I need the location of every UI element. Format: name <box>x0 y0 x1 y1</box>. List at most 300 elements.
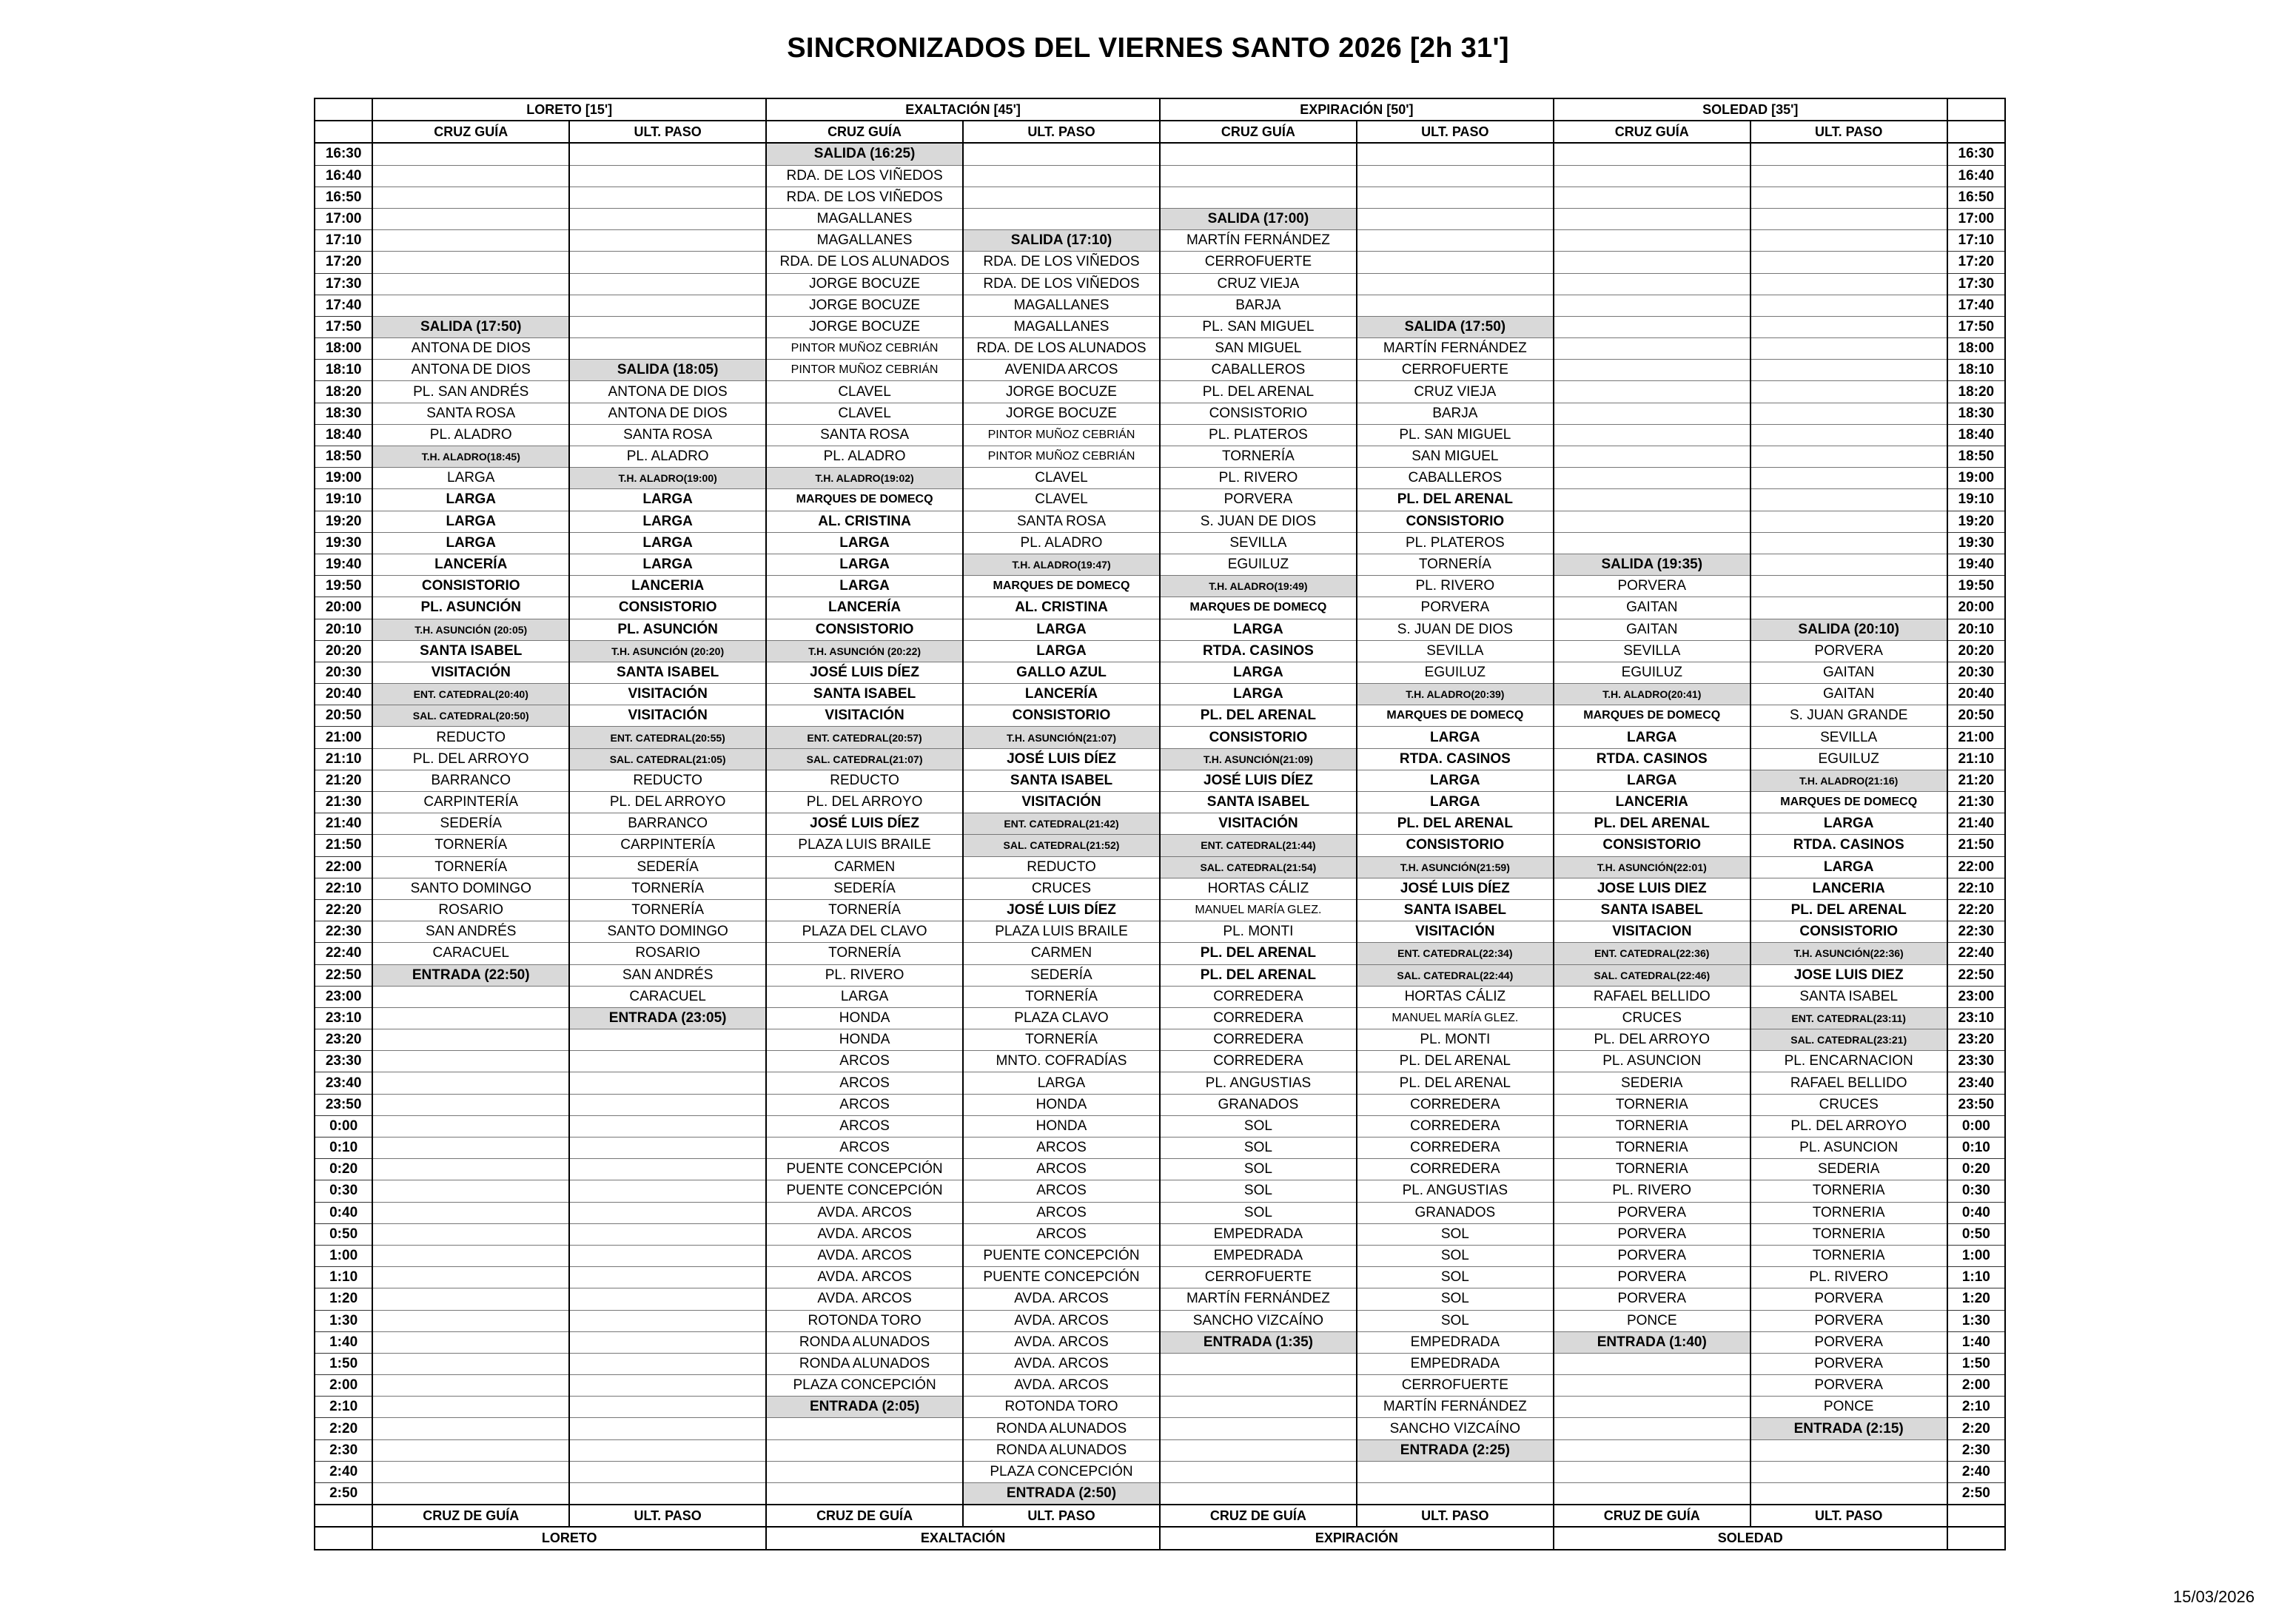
schedule-cell <box>569 1418 766 1439</box>
schedule-cell: LARGA <box>766 986 963 1007</box>
schedule-cell: SEVILLA <box>1554 640 1750 662</box>
schedule-cell <box>1554 316 1750 337</box>
schedule-cell: MARTÍN FERNÁNDEZ <box>1357 1397 1554 1418</box>
schedule-cell: ENTRADA (23:05) <box>569 1007 766 1029</box>
schedule-cell <box>1357 273 1554 295</box>
schedule-cell: AL. CRISTINA <box>766 511 963 532</box>
schedule-cell: EMPEDRADA <box>1357 1331 1554 1353</box>
schedule-cell: RTDA. CASINOS <box>1554 748 1750 770</box>
schedule-cell: CARMEN <box>963 943 1160 964</box>
schedule-cell: PORVERA <box>1554 1245 1750 1266</box>
time-cell-left: 22:30 <box>315 921 372 943</box>
table-row <box>315 943 2005 964</box>
schedule-cell: LARGA <box>569 489 766 511</box>
schedule-cell: HONDA <box>963 1094 1160 1115</box>
schedule-cell: TORNERÍA <box>766 899 963 921</box>
sub-header: ULT. PASO <box>569 121 766 143</box>
schedule-cell: PORVERA <box>1554 1267 1750 1288</box>
time-cell-right: 17:30 <box>1947 273 2005 295</box>
time-cell-left: 21:50 <box>315 835 372 856</box>
schedule-cell <box>569 230 766 252</box>
schedule-cell: PL. SAN ANDRÉS <box>372 381 569 403</box>
table-row <box>315 1223 2005 1245</box>
schedule-cell <box>569 1483 766 1505</box>
schedule-cell: JOSÉ LUIS DÍEZ <box>1357 878 1554 899</box>
schedule-cell <box>1750 403 1947 424</box>
schedule-cell: SANTA ISABEL <box>1554 899 1750 921</box>
schedule-cell: PORVERA <box>1357 597 1554 619</box>
schedule-cell <box>1554 1461 1750 1482</box>
time-cell-left: 20:40 <box>315 684 372 705</box>
schedule-cell: PINTOR MUÑOZ CEBRIÁN <box>963 424 1160 446</box>
schedule-cell: TORNERÍA <box>569 878 766 899</box>
schedule-cell: TORNERÍA <box>963 986 1160 1007</box>
schedule-cell: CERROFUERTE <box>1160 1267 1357 1288</box>
schedule-cell: PL. RIVERO <box>1554 1180 1750 1202</box>
schedule-cell: PL. ASUNCION <box>1554 1051 1750 1072</box>
schedule-cell: CORREDERA <box>1357 1138 1554 1159</box>
schedule-cell: LARGA <box>569 511 766 532</box>
schedule-cell <box>1750 381 1947 403</box>
schedule-cell: CRUZ VIEJA <box>1357 381 1554 403</box>
schedule-cell: T.H. ASUNCIÓN (20:22) <box>766 640 963 662</box>
schedule-cell: ARCOS <box>766 1072 963 1094</box>
schedule-cell: PL. ANGUSTIAS <box>1160 1072 1357 1094</box>
schedule-cell: PLAZA LUIS BRAILE <box>766 835 963 856</box>
schedule-cell <box>569 1353 766 1374</box>
schedule-cell: TORNERIA <box>1750 1245 1947 1266</box>
table-row <box>315 316 2005 337</box>
schedule-cell <box>1554 230 1750 252</box>
schedule-cell: EMPEDRADA <box>1160 1245 1357 1266</box>
schedule-cell <box>372 1159 569 1180</box>
table-row <box>315 230 2005 252</box>
schedule-cell <box>766 1439 963 1461</box>
table-row <box>315 1094 2005 1115</box>
table-row <box>315 1375 2005 1397</box>
schedule-cell: PINTOR MUÑOZ CEBRIÁN <box>963 446 1160 468</box>
schedule-cell: ARCOS <box>963 1180 1160 1202</box>
schedule-cell <box>372 1180 569 1202</box>
schedule-cell: ENT. CATEDRAL(22:36) <box>1554 943 1750 964</box>
table-row <box>315 986 2005 1007</box>
time-cell-left: 17:00 <box>315 208 372 229</box>
schedule-cell: ENTRADA (2:15) <box>1750 1418 1947 1439</box>
schedule-cell: PL. RIVERO <box>766 964 963 986</box>
schedule-cell: CRUCES <box>963 878 1160 899</box>
schedule-cell: SOL <box>1357 1267 1554 1288</box>
table-row <box>315 468 2005 489</box>
schedule-cell: LARGA <box>1554 727 1750 748</box>
schedule-cell: CLAVEL <box>963 468 1160 489</box>
schedule-cell <box>372 1310 569 1331</box>
schedule-cell: MARQUES DE DOMECQ <box>1357 705 1554 727</box>
schedule-cell: TORNERÍA <box>963 1029 1160 1051</box>
page-title: SINCRONIZADOS DEL VIERNES SANTO 2026 [2h 31'] <box>787 33 1509 64</box>
schedule-cell: CONSISTORIO <box>766 619 963 640</box>
schedule-cell <box>766 1483 963 1505</box>
bottom-sub-header: ULT. PASO <box>1750 1505 1947 1527</box>
schedule-cell: CLAVEL <box>766 381 963 403</box>
schedule-cell: CRUCES <box>1554 1007 1750 1029</box>
schedule-cell <box>569 1094 766 1115</box>
schedule-cell: S. JUAN DE DIOS <box>1357 619 1554 640</box>
bottom-sub-header-row <box>315 1505 2005 1527</box>
schedule-cell: HONDA <box>963 1115 1160 1137</box>
schedule-cell: RONDA ALUNADOS <box>766 1331 963 1353</box>
table-row <box>315 835 2005 856</box>
time-cell-right: 16:40 <box>1947 165 2005 187</box>
time-cell-right: 23:00 <box>1947 986 2005 1007</box>
schedule-cell: SANCHO VIZCAÍNO <box>1160 1310 1357 1331</box>
time-cell-left: 20:10 <box>315 619 372 640</box>
time-cell-left: 22:50 <box>315 964 372 986</box>
schedule-cell: TORNERIA <box>1750 1223 1947 1245</box>
schedule-cell <box>1554 165 1750 187</box>
time-cell-right: 0:10 <box>1947 1138 2005 1159</box>
schedule-cell: HORTAS CÁLIZ <box>1160 878 1357 899</box>
schedule-cell <box>1750 187 1947 208</box>
schedule-cell: SANTA ISABEL <box>1750 986 1947 1007</box>
schedule-cell: PLAZA LUIS BRAILE <box>963 921 1160 943</box>
schedule-cell: LARGA <box>372 489 569 511</box>
schedule-cell: PUENTE CONCEPCIÓN <box>963 1245 1160 1266</box>
time-cell-right: 1:10 <box>1947 1267 2005 1288</box>
table-row <box>315 1267 2005 1288</box>
schedule-cell: CARACUEL <box>372 943 569 964</box>
time-cell-left: 1:40 <box>315 1331 372 1353</box>
schedule-cell: PL. DEL ARENAL <box>1160 381 1357 403</box>
schedule-cell: SANTO DOMINGO <box>569 921 766 943</box>
time-cell-right: 19:40 <box>1947 554 2005 575</box>
bottom-group-soledad: SOLEDAD <box>1554 1527 1947 1549</box>
sub-header: ULT. PASO <box>1750 121 1947 143</box>
schedule-cell <box>1554 360 1750 381</box>
time-cell-right: 20:10 <box>1947 619 2005 640</box>
schedule-cell <box>372 1418 569 1439</box>
schedule-cell: EGUILUZ <box>1160 554 1357 575</box>
schedule-cell: LARGA <box>372 468 569 489</box>
schedule-cell: MARQUES DE DOMECQ <box>1554 705 1750 727</box>
schedule-cell: T.H. ALADRO(20:41) <box>1554 684 1750 705</box>
time-cell-right: 0:00 <box>1947 1115 2005 1137</box>
schedule-cell: PLAZA DEL CLAVO <box>766 921 963 943</box>
schedule-cell: REDUCTO <box>963 856 1160 878</box>
schedule-cell: JOSÉ LUIS DÍEZ <box>766 813 963 835</box>
schedule-cell: RAFAEL BELLIDO <box>1750 1072 1947 1094</box>
schedule-cell: EGUILUZ <box>1357 662 1554 683</box>
schedule-cell: SANTO DOMINGO <box>372 878 569 899</box>
schedule-cell: TORNERIA <box>1554 1115 1750 1137</box>
schedule-cell: T.H. ASUNCIÓN (20:05) <box>372 619 569 640</box>
time-cell-left: 19:10 <box>315 489 372 511</box>
schedule-cell: RDA. DE LOS ALUNADOS <box>963 338 1160 360</box>
schedule-cell: REDUCTO <box>569 770 766 791</box>
schedule-cell: SOL <box>1357 1288 1554 1310</box>
schedule-cell: RDA. DE LOS ALUNADOS <box>766 252 963 273</box>
schedule-cell: ARCOS <box>766 1051 963 1072</box>
schedule-cell <box>1554 468 1750 489</box>
schedule-cell: MARQUES DE DOMECQ <box>766 489 963 511</box>
table-row <box>315 143 2005 165</box>
schedule-cell: LARGA <box>766 576 963 597</box>
schedule-cell <box>372 143 569 165</box>
table-row <box>315 899 2005 921</box>
time-cell-right: 19:50 <box>1947 576 2005 597</box>
schedule-cell: T.H. ALADRO(19:02) <box>766 468 963 489</box>
schedule-cell <box>569 1245 766 1266</box>
schedule-cell: ROTONDA TORO <box>963 1397 1160 1418</box>
schedule-cell: REDUCTO <box>372 727 569 748</box>
schedule-cell <box>1554 273 1750 295</box>
schedule-cell: JOSE LUIS DIEZ <box>1750 964 1947 986</box>
time-cell-right: 18:50 <box>1947 446 2005 468</box>
schedule-cell: SANTA ISABEL <box>1160 792 1357 813</box>
table-row <box>315 662 2005 683</box>
schedule-cell <box>1750 1439 1947 1461</box>
schedule-cell: PINTOR MUÑOZ CEBRIÁN <box>766 360 963 381</box>
table-row <box>315 381 2005 403</box>
schedule-cell: LANCERIA <box>1750 878 1947 899</box>
schedule-cell <box>372 252 569 273</box>
schedule-cell: SALIDA (17:50) <box>372 316 569 337</box>
schedule-cell <box>766 1461 963 1482</box>
schedule-cell <box>569 1159 766 1180</box>
time-cell-left: 16:40 <box>315 165 372 187</box>
schedule-table <box>314 98 2006 1550</box>
schedule-cell <box>569 1310 766 1331</box>
schedule-cell: PL. MONTI <box>1160 921 1357 943</box>
time-cell-right: 2:40 <box>1947 1461 2005 1482</box>
schedule-cell <box>1750 360 1947 381</box>
schedule-cell: JOSE LUIS DIEZ <box>1554 878 1750 899</box>
time-cell-left: 1:50 <box>315 1353 372 1374</box>
time-cell-right: 17:10 <box>1947 230 2005 252</box>
document-date: 15/03/2026 <box>2172 1587 2255 1606</box>
table-row <box>315 532 2005 554</box>
schedule-cell: SAL. CATEDRAL(21:05) <box>569 748 766 770</box>
schedule-cell <box>1554 489 1750 511</box>
schedule-cell: ARCOS <box>766 1115 963 1137</box>
time-cell-right: 22:50 <box>1947 964 2005 986</box>
schedule-cell: S. JUAN GRANDE <box>1750 705 1947 727</box>
schedule-cell <box>1357 1461 1554 1482</box>
schedule-cell: MAGALLANES <box>963 295 1160 316</box>
schedule-cell: CONSISTORIO <box>1160 727 1357 748</box>
time-cell-right: 17:20 <box>1947 252 2005 273</box>
table-row <box>315 489 2005 511</box>
schedule-cell: CONSISTORIO <box>1750 921 1947 943</box>
time-cell-right: 16:50 <box>1947 187 2005 208</box>
schedule-cell: VISITACIÓN <box>1160 813 1357 835</box>
schedule-cell: AVDA. ARCOS <box>766 1267 963 1288</box>
time-cell-right: 18:20 <box>1947 381 2005 403</box>
time-cell-left: 22:10 <box>315 878 372 899</box>
schedule-cell: LANCERÍA <box>766 597 963 619</box>
schedule-cell: LARGA <box>569 532 766 554</box>
schedule-cell: T.H. ASUNCIÓN (20:20) <box>569 640 766 662</box>
time-cell-left: 21:40 <box>315 813 372 835</box>
schedule-cell: PL. ENCARNACION <box>1750 1051 1947 1072</box>
table-row <box>315 1072 2005 1094</box>
table-row <box>315 813 2005 835</box>
bottom-sub-header: ULT. PASO <box>1357 1505 1554 1527</box>
schedule-cell: ARCOS <box>963 1202 1160 1223</box>
schedule-cell: RONDA ALUNADOS <box>963 1418 1160 1439</box>
schedule-cell: ANTONA DE DIOS <box>372 360 569 381</box>
schedule-cell: T.H. ALADRO(19:00) <box>569 468 766 489</box>
time-cell-right: 0:30 <box>1947 1180 2005 1202</box>
sub-header: CRUZ GUÍA <box>1160 121 1357 143</box>
schedule-cell: CORREDERA <box>1160 986 1357 1007</box>
schedule-cell: PLAZA CLAVO <box>963 1007 1160 1029</box>
time-cell-left: 19:40 <box>315 554 372 575</box>
schedule-cell <box>569 1138 766 1159</box>
time-cell-left: 2:30 <box>315 1439 372 1461</box>
schedule-cell <box>569 1461 766 1482</box>
schedule-cell <box>963 143 1160 165</box>
schedule-cell: SAN MIGUEL <box>1357 446 1554 468</box>
time-cell-right: 18:40 <box>1947 424 2005 446</box>
schedule-cell: SALIDA (16:25) <box>766 143 963 165</box>
schedule-cell: PL. DEL ARENAL <box>1160 943 1357 964</box>
time-cell-right: 1:20 <box>1947 1288 2005 1310</box>
schedule-cell: T.H. ALADRO(20:39) <box>1357 684 1554 705</box>
table-row <box>315 208 2005 229</box>
time-cell-left: 1:20 <box>315 1288 372 1310</box>
schedule-cell: HONDA <box>766 1007 963 1029</box>
schedule-cell: LARGA <box>569 554 766 575</box>
time-cell-right: 18:10 <box>1947 360 2005 381</box>
schedule-cell <box>569 187 766 208</box>
schedule-cell: SALIDA (18:05) <box>569 360 766 381</box>
table-row <box>315 1483 2005 1505</box>
schedule-cell: CARPINTERÍA <box>569 835 766 856</box>
schedule-cell: MARQUES DE DOMECQ <box>963 576 1160 597</box>
schedule-cell: LARGA <box>1357 792 1554 813</box>
schedule-cell: SANTA ISABEL <box>1357 899 1554 921</box>
table-row <box>315 705 2005 727</box>
schedule-cell: PL. RIVERO <box>1750 1267 1947 1288</box>
schedule-cell: ROSARIO <box>569 943 766 964</box>
schedule-cell: MARTÍN FERNÁNDEZ <box>1357 338 1554 360</box>
schedule-cell: PUENTE CONCEPCIÓN <box>766 1159 963 1180</box>
schedule-cell <box>1750 273 1947 295</box>
table-row <box>315 554 2005 575</box>
schedule-cell <box>372 1138 569 1159</box>
schedule-cell <box>569 1180 766 1202</box>
schedule-cell: LARGA <box>1160 619 1357 640</box>
sub-header: ULT. PASO <box>963 121 1160 143</box>
schedule-cell: CORREDERA <box>1160 1029 1357 1051</box>
table-row <box>315 727 2005 748</box>
table-row <box>315 1331 2005 1353</box>
schedule-cell: SAN ANDRÉS <box>372 921 569 943</box>
schedule-cell: PL. PLATEROS <box>1160 424 1357 446</box>
schedule-cell <box>569 208 766 229</box>
time-cell-right: 1:00 <box>1947 1245 2005 1266</box>
schedule-cell: PL. ALADRO <box>569 446 766 468</box>
schedule-cell: CABALLEROS <box>1160 360 1357 381</box>
schedule-cell: SAL. CATEDRAL(22:46) <box>1554 964 1750 986</box>
schedule-cell: ENT. CATEDRAL(21:44) <box>1160 835 1357 856</box>
schedule-cell: CONSISTORIO <box>1357 511 1554 532</box>
schedule-cell <box>1750 208 1947 229</box>
schedule-cell: LARGA <box>1750 856 1947 878</box>
schedule-cell: MAGALLANES <box>766 208 963 229</box>
time-cell-right: 21:10 <box>1947 748 2005 770</box>
schedule-cell: SOL <box>1160 1180 1357 1202</box>
time-cell-left: 21:30 <box>315 792 372 813</box>
schedule-cell: PORVERA <box>1750 1375 1947 1397</box>
schedule-cell: SALIDA (19:35) <box>1554 554 1750 575</box>
table-row <box>315 446 2005 468</box>
time-cell-left: 19:30 <box>315 532 372 554</box>
schedule-cell: CORREDERA <box>1160 1051 1357 1072</box>
table-row <box>315 1051 2005 1072</box>
schedule-cell: RDA. DE LOS VIÑEDOS <box>766 187 963 208</box>
schedule-cell <box>372 1461 569 1482</box>
time-cell-left: 18:20 <box>315 381 372 403</box>
schedule-cell <box>1554 424 1750 446</box>
schedule-cell: BARRANCO <box>372 770 569 791</box>
schedule-cell: LARGA <box>1160 662 1357 683</box>
schedule-cell: CERROFUERTE <box>1160 252 1357 273</box>
schedule-cell <box>1554 1439 1750 1461</box>
schedule-cell: SOL <box>1160 1159 1357 1180</box>
schedule-cell: HORTAS CÁLIZ <box>1357 986 1554 1007</box>
time-cell-left: 18:40 <box>315 424 372 446</box>
time-cell-left: 18:00 <box>315 338 372 360</box>
schedule-cell: JORGE BOCUZE <box>963 403 1160 424</box>
schedule-cell <box>1160 187 1357 208</box>
schedule-cell: SOL <box>1357 1310 1554 1331</box>
schedule-cell: T.H. ALADRO(21:16) <box>1750 770 1947 791</box>
schedule-cell: TORNERÍA <box>372 856 569 878</box>
schedule-cell: JORGE BOCUZE <box>766 316 963 337</box>
schedule-cell: VISITACIÓN <box>569 684 766 705</box>
schedule-cell: MAGALLANES <box>766 230 963 252</box>
time-cell-left: 2:10 <box>315 1397 372 1418</box>
schedule-cell <box>1554 511 1750 532</box>
schedule-cell: LARGA <box>963 619 1160 640</box>
schedule-cell: PL. DEL ARENAL <box>1160 705 1357 727</box>
time-cell-right: 21:30 <box>1947 792 2005 813</box>
time-cell-right: 18:30 <box>1947 403 2005 424</box>
schedule-cell: ARCOS <box>766 1094 963 1115</box>
schedule-cell: SAL. CATEDRAL(22:44) <box>1357 964 1554 986</box>
table-row <box>315 597 2005 619</box>
time-cell-right: 2:00 <box>1947 1375 2005 1397</box>
schedule-cell: JOSÉ LUIS DÍEZ <box>963 899 1160 921</box>
time-cell-left: 2:00 <box>315 1375 372 1397</box>
schedule-cell: S. JUAN DE DIOS <box>1160 511 1357 532</box>
schedule-cell <box>372 1202 569 1223</box>
table-row <box>315 1245 2005 1266</box>
bottom-group-loreto: LORETO <box>372 1527 766 1549</box>
table-row <box>315 1138 2005 1159</box>
schedule-cell: CORREDERA <box>1357 1159 1554 1180</box>
time-cell-left: 17:30 <box>315 273 372 295</box>
schedule-cell <box>1160 1397 1357 1418</box>
schedule-cell: SANTA ROSA <box>372 403 569 424</box>
time-cell-left: 0:40 <box>315 1202 372 1223</box>
schedule-cell: PONCE <box>1554 1310 1750 1331</box>
schedule-cell <box>569 1072 766 1094</box>
schedule-cell <box>372 1029 569 1051</box>
time-cell-left: 17:50 <box>315 316 372 337</box>
schedule-cell: MANUEL MARÍA GLEZ. <box>1160 899 1357 921</box>
